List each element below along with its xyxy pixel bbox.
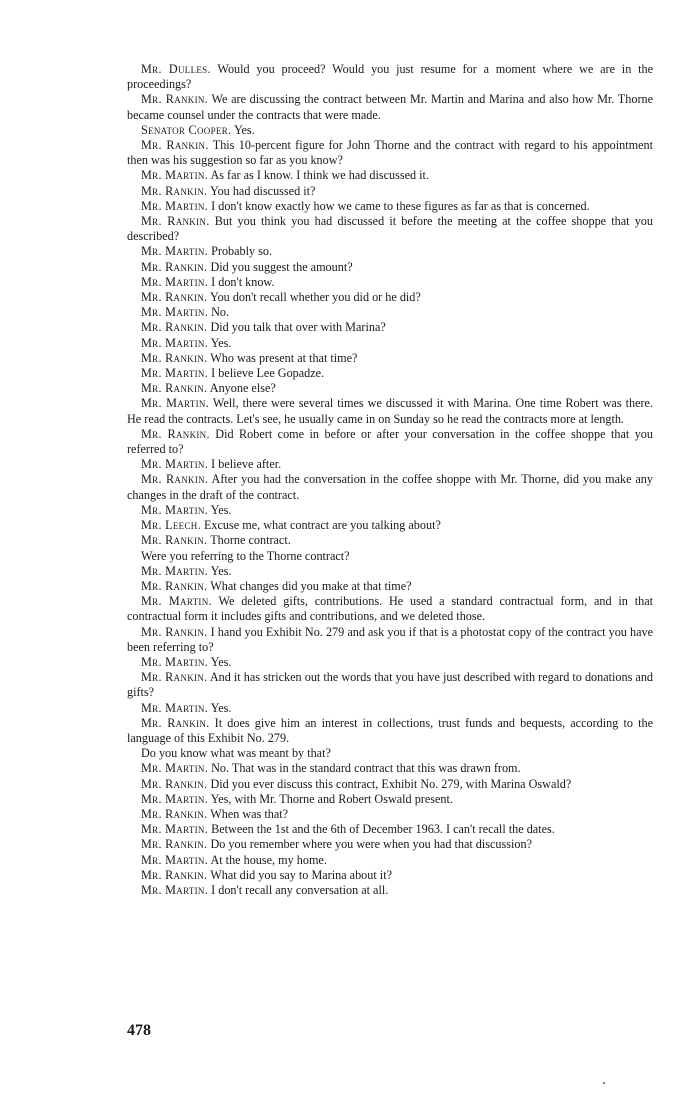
speech-text: Were you referring to the Thorne contract? [141,548,350,563]
speech-text: Yes. [231,122,255,137]
transcript-paragraph [127,594,653,624]
transcript-paragraph [127,199,653,214]
transcript-paragraph [127,62,653,92]
speaker-name: Mr. Martin. [141,366,209,381]
speech-text: But you think you had discussed it before the meeting at the coffee shoppe that you described? [127,214,653,244]
speaker-name: Mr. Martin. [141,700,209,715]
speaker-name: Mr. Martin. [141,654,209,669]
speaker-name: Mr. Rankin. [141,138,209,153]
speech-text: Between the 1st and the 6th of December 1963. I can't recall the dates. [208,822,555,837]
transcript-paragraph [127,168,653,183]
transcript-paragraph [127,290,653,305]
scan-speck [603,1082,605,1084]
speech-text: When was that? [207,806,289,821]
transcript-paragraph [127,305,653,320]
speaker-name: Mr. Rankin. [141,867,208,882]
speaker-name: Mr. Rankin. [141,624,208,639]
speaker-name: Mr. Rankin. [141,350,208,365]
transcript-paragraph [127,138,653,168]
transcript-paragraph [127,123,653,138]
speaker-name: Mr. Leech. [141,518,201,533]
speaker-name: Mr. Martin. [141,168,209,183]
transcript-paragraph [127,275,653,290]
transcript-paragraph [127,837,653,852]
transcript-paragraph [127,883,653,898]
speech-text: What did you say to Marina about it? [207,867,392,882]
speaker-name: Mr. Rankin. [141,426,210,441]
speech-text: No. [208,305,230,320]
speaker-name: Mr. Martin. [141,791,209,806]
speaker-name: Mr. Martin. [141,274,209,289]
speech-text: I hand you Exhibit No. 279 and ask you if that is a photostat copy of the contract you have been referring to? [127,624,653,654]
transcript-paragraph [127,777,653,792]
speech-text: Thorne contract. [207,533,291,548]
speech-text: Did Robert come in before or after your conversation in the coffee shoppe that you referred to? [127,426,653,457]
transcript-paragraph [127,351,653,366]
speech-text: Yes. [208,700,232,715]
transcript-paragraph [127,549,653,564]
speaker-name: Mr. Rankin. [141,670,208,685]
transcript-paragraph [127,336,653,351]
speaker-name: Mr. Dulles. [141,62,211,76]
transcript-paragraph [127,564,653,579]
page-number: 478 [127,1022,151,1039]
transcript-paragraph [127,579,653,594]
speech-text: We are discussing the contract between Mr. Martin and Marina and also how Mr. Thorne became counsel under the contracts that were made. [127,92,654,122]
speech-text: Yes. [208,654,232,669]
speaker-name: Mr. Martin. [141,822,209,837]
speech-text: At the house, my home. [208,852,327,867]
speaker-name: Mr. Rankin. [141,381,208,396]
transcript-paragraph [127,761,653,776]
speaker-name: Mr. Martin. [141,335,209,350]
speech-text: Do you remember where you were when you had that discussion? [207,837,532,852]
speaker-name: Mr. Rankin. [141,214,210,229]
speaker-name: Mr. Martin. [141,502,209,517]
speech-text: You don't recall whether you did or he did? [207,290,421,305]
speaker-name: Mr. Rankin. [141,578,208,593]
transcript-paragraph [127,92,653,122]
speech-text: Did you ever discuss this contract, Exhibit No. 279, with Marina Oswald? [207,776,572,791]
transcript-paragraph [127,701,653,716]
transcript-paragraph [127,381,653,396]
speech-text: It does give him an interest in collections, trust funds and bequests, according to the language of this Exhibit No. 279. [127,715,653,745]
speech-text: Yes. [208,502,232,517]
speaker-name: Mr. Martin. [141,396,210,411]
speech-text: As far as I know. I think we had discussed it. [208,168,429,183]
speech-text: And it has stricken out the words that you have just described with regard to donations and gifts? [127,670,654,700]
speaker-name: Mr. Rankin. [141,320,208,335]
speaker-name: Mr. Rankin. [141,183,208,198]
speaker-name: Mr. Rankin. [141,776,208,791]
transcript-paragraph [127,214,653,244]
speech-text: This 10-percent figure for John Thorne and the contract with regard to his appointment then was his suggestion so far as you know? [127,138,654,168]
transcript-paragraph [127,807,653,822]
transcript-paragraph [127,670,653,700]
speech-text: No. That was in the standard contract that this was drawn from. [208,761,521,776]
speaker-name: Senator Cooper. [141,122,232,137]
transcript-paragraph [127,260,653,275]
speech-text: Anyone else? [207,381,276,396]
transcript-paragraph [127,518,653,533]
speaker-name: Mr. Martin. [141,457,209,472]
speech-text: After you had the conversation in the coffee shoppe with Mr. Thorne, did you make any changes in the draft of the contract. [127,472,653,502]
transcript-paragraph [127,655,653,670]
speech-text: Excuse me, what contract are you talking about? [200,518,441,533]
speech-text: Well, there were several times we discussed it with Marina. One time Robert was there. He read the contracts. Let's see, he usually came in on Sunday so he read the contracts more at length. [127,396,653,426]
speech-text: What changes did you make at that time? [207,578,412,593]
transcript-paragraph [127,457,653,472]
transcript-paragraph [127,396,653,426]
speaker-name: Mr. Rankin. [141,715,210,730]
speaker-name: Mr. Martin. [141,594,212,609]
speech-text: I don't know. [208,274,275,289]
transcript-paragraph [127,427,653,457]
speaker-name: Mr. Martin. [141,198,209,213]
speaker-name: Mr. Martin. [141,563,209,578]
speech-text: Do you know what was meant by that? [141,746,331,761]
speech-text: I believe after. [208,457,282,472]
transcript-paragraph [127,625,653,655]
transcript-paragraph [127,184,653,199]
transcript-paragraph [127,503,653,518]
transcript-paragraph [127,853,653,868]
transcript-paragraph [127,366,653,381]
speaker-name: Mr. Martin. [141,244,209,259]
speaker-name: Mr. Rankin. [141,806,208,821]
speech-text: Did you suggest the amount? [207,259,353,274]
transcript-paragraph [127,746,653,761]
speech-text: Did you talk that over with Marina? [207,320,386,335]
speech-text: Yes. [208,335,232,350]
transcript-paragraph [127,244,653,259]
transcript-body [127,62,653,898]
speaker-name: Mr. Martin. [141,761,209,776]
speech-text: I don't recall any conversation at all. [208,882,389,897]
speech-text: I don't know exactly how we came to these figures as far as that is concerned. [208,198,590,213]
speaker-name: Mr. Martin. [141,852,209,867]
speaker-name: Mr. Rankin. [141,837,208,852]
transcript-paragraph [127,533,653,548]
speech-text: Yes. [208,563,232,578]
speaker-name: Mr. Rankin. [141,259,208,274]
speech-text: Would you proceed? Would you just resume for a moment where we are in the proceedings? [127,62,653,92]
speaker-name: Mr. Rankin. [141,290,208,305]
speech-text: Probably so. [208,244,273,259]
transcript-paragraph [127,472,653,502]
transcript-paragraph [127,822,653,837]
transcript-paragraph [127,716,653,746]
speech-text: Yes, with Mr. Thorne and Robert Oswald present. [208,791,453,806]
speaker-name: Mr. Martin. [141,882,209,897]
speech-text: Who was present at that time? [207,350,358,365]
speaker-name: Mr. Martin. [141,305,209,320]
transcript-paragraph [127,792,653,807]
speech-text: I believe Lee Gopadze. [208,366,325,381]
speaker-name: Mr. Rankin. [141,472,209,487]
transcript-paragraph [127,868,653,883]
speaker-name: Mr. Rankin. [141,92,209,107]
transcript-paragraph [127,320,653,335]
speech-text: We deleted gifts, contributions. He used a standard contractual form, and in that contractual form it includes gifts and contributions, and we deleted those. [127,594,653,624]
speaker-name: Mr. Rankin. [141,533,208,548]
speech-text: You had discussed it? [207,183,316,198]
